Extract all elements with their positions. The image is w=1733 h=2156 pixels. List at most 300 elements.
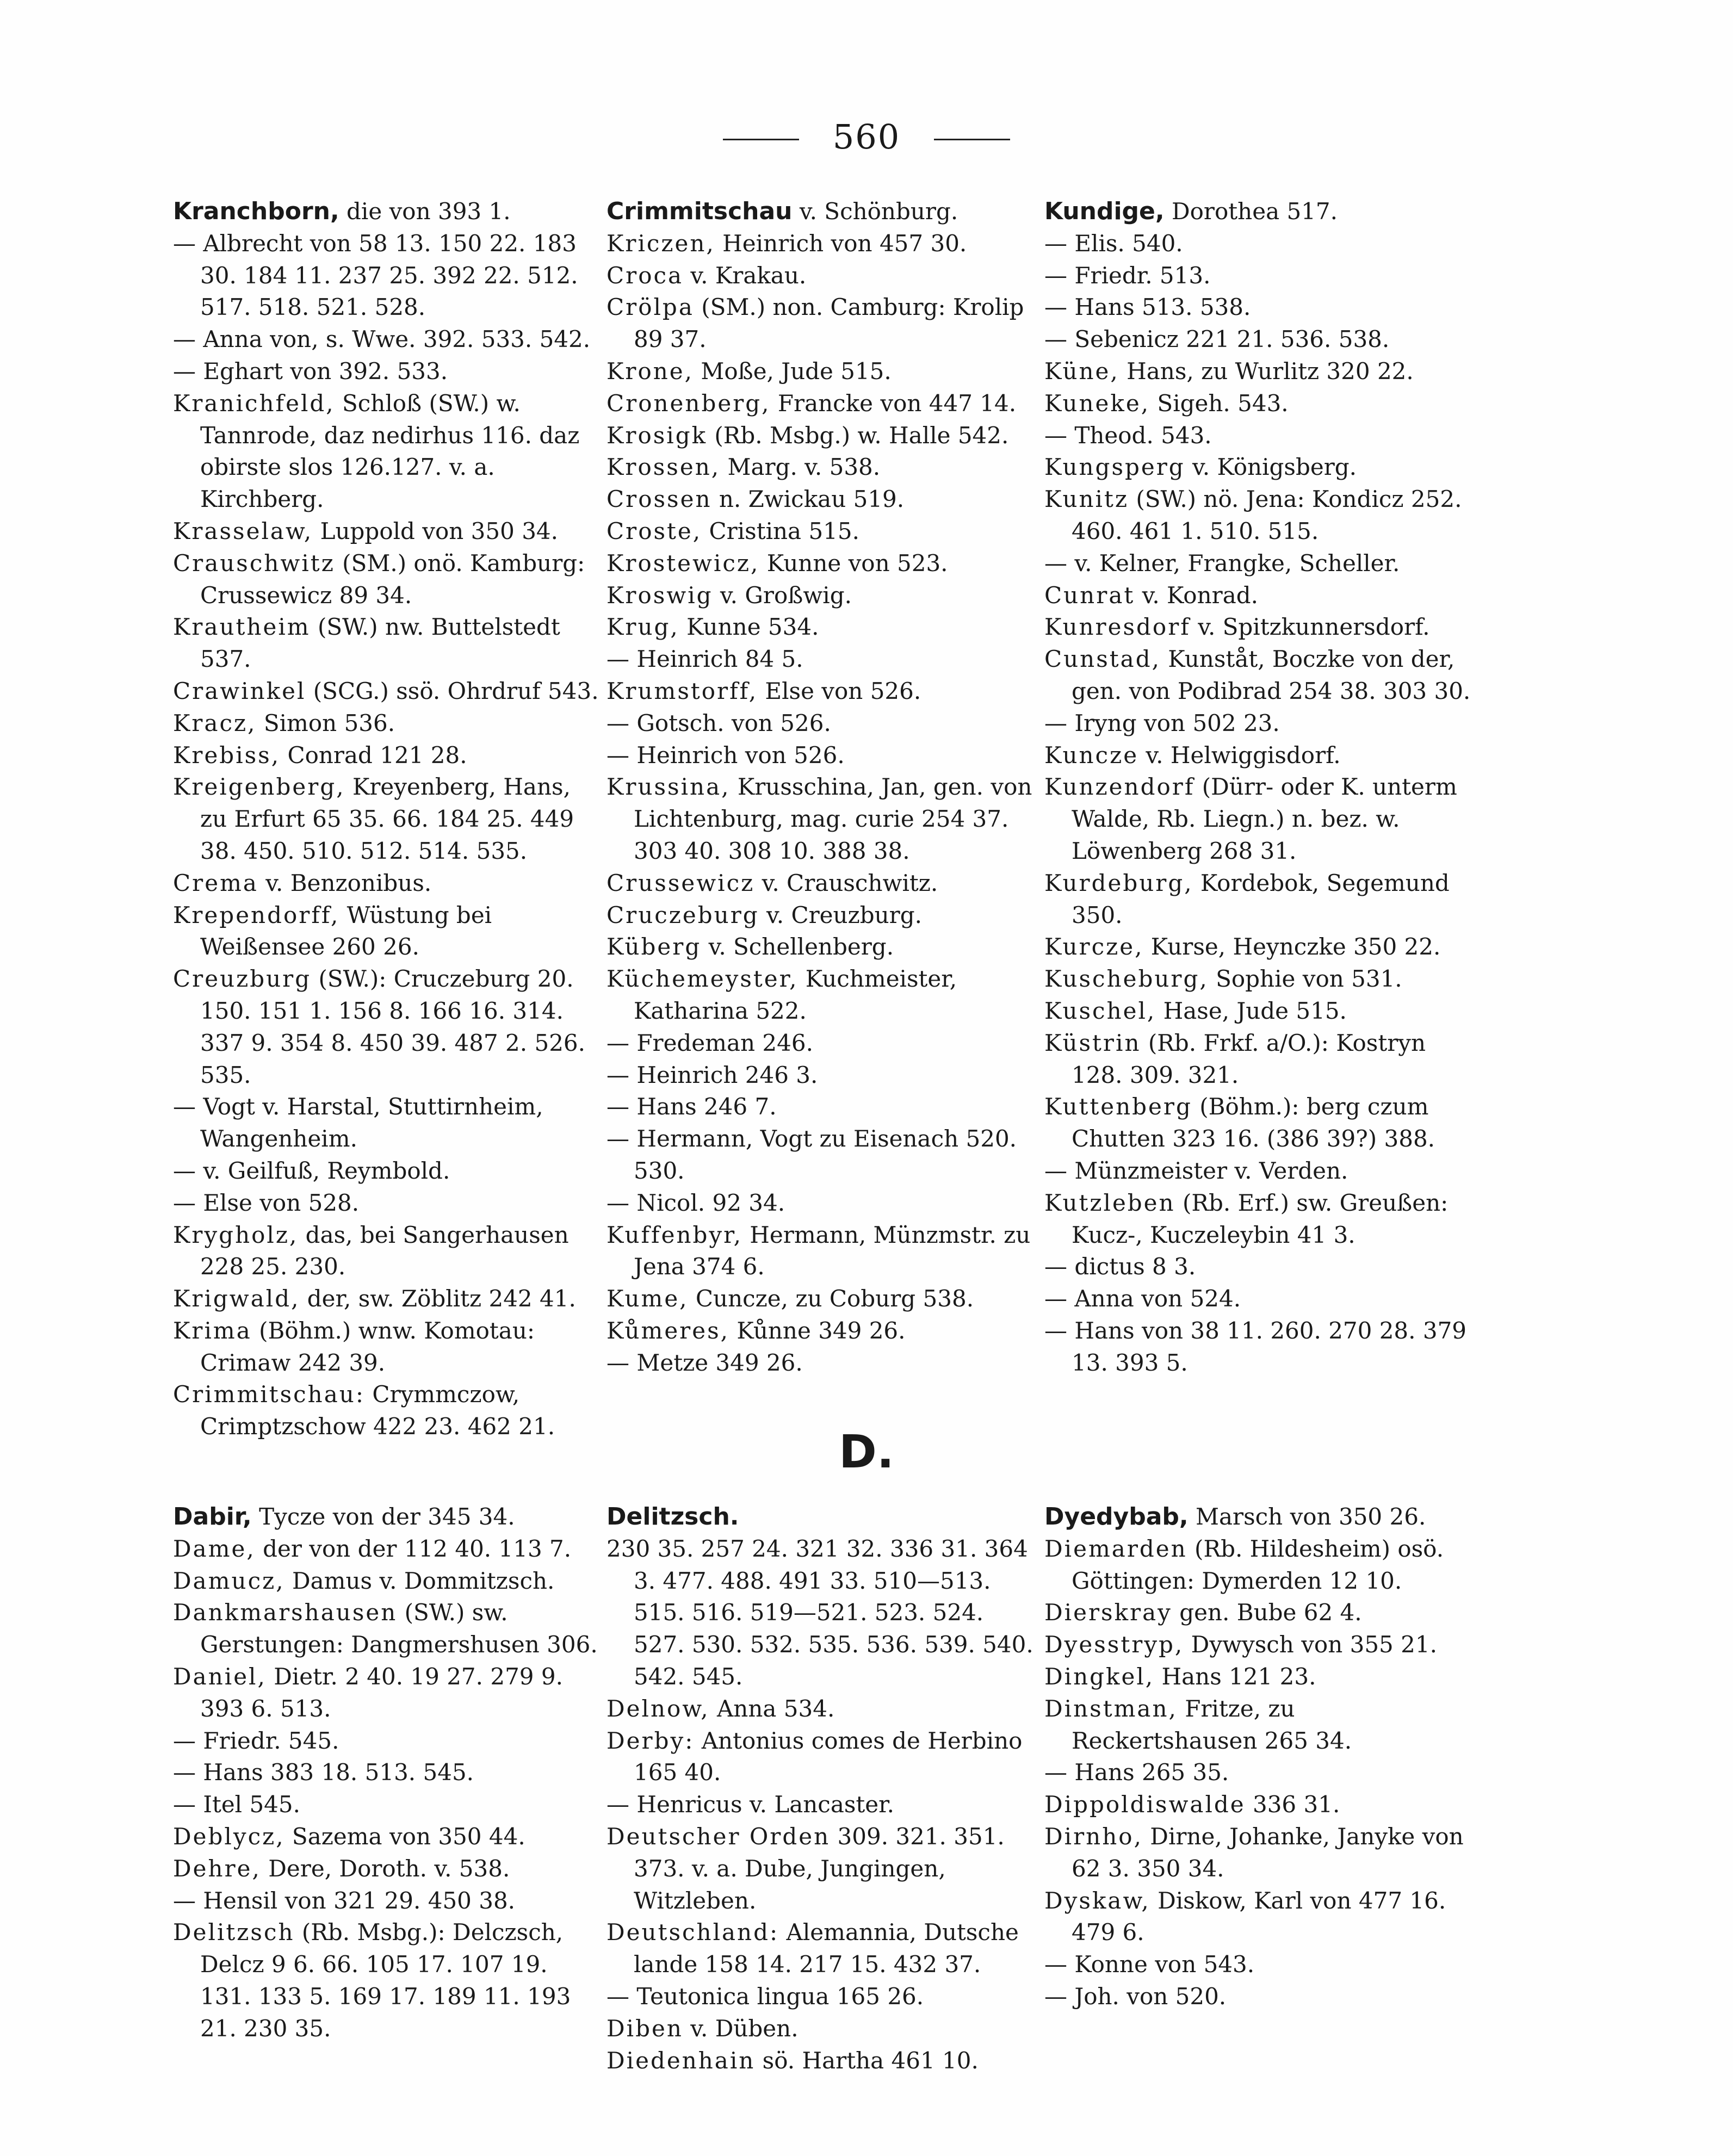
index-entry: [173, 1187, 603, 1219]
entry-headword: Delitzsch.: [606, 1503, 739, 1531]
index-entry: [1044, 1693, 1474, 1757]
entry-text: 309. 321. 351. 373. v. a. Dube, Jungingen, Witzleben.: [634, 1823, 1005, 1914]
entry-text: — Hans 383 18. 513. 545.: [173, 1759, 474, 1786]
index-entry: [1044, 1789, 1474, 1821]
entry-text: — dictus 8 3.: [1044, 1253, 1196, 1280]
entry-text: Dirne, Johanke, Janyke von 62 3. 350 34.: [1072, 1823, 1464, 1882]
entry-text: — Sebenicz 221 21. 536. 538.: [1044, 326, 1390, 353]
index-entry: [606, 260, 1036, 292]
entry-headword: Diben: [606, 2015, 683, 2042]
entry-text: Sazema von 350 44.: [284, 1823, 525, 1850]
index-entry: [1044, 1949, 1474, 1981]
index-entry: [606, 580, 1036, 612]
entry-text: — Eghart von 392. 533.: [173, 357, 448, 385]
entry-text: — Heinrich 246 3.: [606, 1061, 818, 1088]
entry-headword: Krigwald,: [173, 1285, 300, 1312]
entry-text: Alemannia, Dutsche lande 158 14. 217 15. 432 37.: [634, 1919, 1019, 1978]
entry-text: Heinrich von 457 30.: [715, 230, 967, 257]
index-entry: [606, 451, 1036, 484]
entry-headword: Kroswig: [606, 581, 713, 609]
entry-text: Kreyenberg, Hans, zu Erfurt 65 35. 66. 184 25. 449 38. 450. 510. 512. 514. 535.: [200, 773, 574, 864]
index-entry: [173, 676, 603, 708]
index-entry: [1044, 260, 1474, 292]
entry-text: Simon 536.: [256, 709, 395, 736]
index-column-2: [606, 196, 1036, 1379]
entry-text: v. Großwig.: [713, 581, 852, 609]
entry-headword: Kurcze,: [1044, 933, 1144, 961]
index-entry: [1044, 484, 1474, 548]
entry-text: (Rb. Msbg.) w. Halle 542.: [707, 422, 1009, 449]
index-entry: [173, 324, 603, 356]
entry-text: — Iryng von 502 23.: [1044, 709, 1280, 736]
index-column-4: [173, 1501, 603, 2045]
entry-headword: Kriczen,: [606, 230, 715, 257]
entry-headword: Dinstman,: [1044, 1695, 1178, 1722]
entry-headword: Krumstorff,: [606, 677, 758, 704]
entry-text: — Konne von 543.: [1044, 1951, 1255, 1978]
index-entry: [1044, 963, 1474, 995]
entry-headword: Crauschwitz: [173, 549, 335, 577]
entry-headword: Derby:: [606, 1727, 695, 1754]
entry-headword: Dehre,: [173, 1855, 261, 1882]
header-rule-right: [934, 139, 1010, 140]
page-number: 560: [832, 117, 901, 157]
index-entry: [606, 516, 1036, 548]
entry-text: (Rb. Frkf. a/O.): Kostryn 128. 309. 321.: [1072, 1029, 1426, 1088]
entry-text: — Heinrich von 526.: [606, 741, 845, 769]
entry-text: (SW.) sw. Gerstungen: Dangmershusen 306.: [200, 1599, 598, 1658]
entry-text: (SW.): Cruczeburg 20. 150. 151 1. 156 8. 166 16. 314. 337 9. 354 8. 450 39. 487 2. 526. 535.: [200, 965, 585, 1088]
index-entry: [173, 611, 603, 676]
index-entry: [606, 676, 1036, 708]
entry-text: das, bei Sangerhausen 228 25. 230.: [200, 1221, 569, 1280]
entry-text: (Rb. Hildesheim) osö. Göttingen: Dymerden 12 10.: [1072, 1535, 1444, 1594]
index-entry: [173, 900, 603, 964]
entry-text: v. Düben.: [683, 2015, 799, 2042]
index-entry: [1044, 931, 1474, 963]
entry-text: Hans, zu Wurlitz 320 22.: [1119, 357, 1414, 385]
index-entry: [173, 1565, 603, 1597]
index-entry: [1044, 420, 1474, 452]
entry-text: — Elis. 540.: [1044, 230, 1183, 257]
entry-headword: Küne,: [1044, 357, 1119, 385]
entry-headword: Dankmarshausen: [173, 1599, 398, 1626]
entry-text: — v. Geilfuß, Reymbold.: [173, 1157, 450, 1184]
index-entry: [606, 1533, 1036, 1693]
index-entry: [1044, 1821, 1474, 1885]
entry-text: Marg. v. 538.: [720, 454, 881, 481]
entry-text: Marsch von 350 26.: [1188, 1503, 1426, 1530]
entry-text: Tycze von der 345 34.: [251, 1503, 515, 1530]
entry-text: — Anna von, s. Wwe. 392. 533. 542.: [173, 326, 591, 353]
index-entry: [606, 1789, 1036, 1821]
entry-headword: Damucz,: [173, 1567, 285, 1594]
index-entry: [606, 388, 1036, 420]
index-entry: [1044, 580, 1474, 612]
entry-text: Damus v. Dommitzsch.: [284, 1567, 555, 1594]
index-entry: [173, 740, 603, 772]
index-column-6: [1044, 1501, 1474, 2013]
entry-text: Moße, Jude 515.: [694, 357, 892, 385]
header-rule-left: [723, 139, 799, 140]
entry-text: Wüstung bei Weißensee 260 26.: [200, 901, 492, 961]
entry-headword: Creuzburg: [173, 965, 312, 993]
index-entry: [606, 2045, 1036, 2077]
entry-headword: Krug,: [606, 614, 679, 641]
entry-headword: Cunrat: [1044, 581, 1135, 609]
entry-headword: Dame,: [173, 1535, 256, 1562]
index-entry: [1044, 388, 1474, 420]
index-entry: [606, 1725, 1036, 1789]
entry-text: Else von 526.: [758, 677, 921, 704]
entry-headword: Kungsperg: [1044, 454, 1185, 481]
index-entry: [606, 1283, 1036, 1315]
index-entry: [606, 292, 1036, 356]
entry-text: — Albrecht von 58 13. 150 22. 183 30. 184 11. 237 25. 392 22. 512. 517. 518. 521. 528.: [173, 230, 578, 321]
entry-headword: Croca: [606, 262, 684, 289]
index-entry: [606, 643, 1036, 676]
index-entry: [173, 516, 603, 548]
entry-headword: Kunitz: [1044, 486, 1129, 513]
entry-text: — Vogt v. Harstal, Stuttirnheim, Wangenheim.: [173, 1093, 543, 1153]
entry-text: der, sw. Zöblitz 242 41.: [300, 1285, 576, 1312]
entry-text: — Hans von 38 11. 260. 270 28. 379 13. 393 5.: [1044, 1317, 1467, 1376]
index-entry: [173, 1821, 603, 1853]
entry-headword: Deblycz,: [173, 1823, 285, 1850]
index-entry: [606, 1821, 1036, 1917]
index-entry: [1044, 1597, 1474, 1629]
entry-headword: Krasselaw,: [173, 517, 313, 544]
index-entry: [1044, 771, 1474, 867]
entry-headword: Crema: [173, 869, 258, 896]
index-entry: [606, 868, 1036, 900]
entry-headword: Kume,: [606, 1285, 689, 1312]
index-entry: [1044, 868, 1474, 932]
entry-headword: Cruczeburg: [606, 901, 759, 928]
entry-headword: Krima: [173, 1317, 252, 1344]
index-entry: [173, 1661, 603, 1725]
index-entry: [173, 1091, 603, 1155]
entry-headword: Kundige,: [1044, 197, 1165, 225]
entry-text: Kunne 534.: [679, 614, 819, 641]
entry-headword: Kracz,: [173, 709, 257, 736]
entry-text: Kurse, Heynczke 350 22.: [1143, 933, 1441, 961]
index-entry: [173, 548, 603, 612]
entry-headword: Crölpa: [606, 294, 694, 321]
index-entry: [606, 1027, 1036, 1060]
entry-text: Fritze, zu Reckertshausen 265 34.: [1072, 1695, 1352, 1754]
index-entry: [606, 611, 1036, 643]
entry-text: — Heinrich 84 5.: [606, 646, 803, 673]
entry-text: Sigeh. 543.: [1150, 389, 1289, 417]
entry-headword: Deutschland:: [606, 1919, 779, 1946]
entry-headword: Crawinkel: [173, 677, 306, 704]
entry-text: — Nicol. 92 34.: [606, 1189, 785, 1216]
index-entry: [173, 388, 603, 516]
index-entry: [173, 1501, 603, 1533]
entry-text: Kunståt, Boczke von der, gen. von Podibrad 254 38. 303 30.: [1072, 646, 1471, 704]
entry-headword: Kuffenbyr,: [606, 1221, 742, 1248]
entry-headword: Diedenhain: [606, 2047, 756, 2074]
index-entry: [173, 868, 603, 900]
index-entry: [173, 356, 603, 388]
entry-text: (SW.) nw. Buttelstedt 537.: [200, 614, 560, 673]
index-entry: [173, 1315, 603, 1379]
index-entry: [173, 228, 603, 324]
index-entry: [606, 420, 1036, 452]
index-entry: [606, 931, 1036, 963]
entry-text: Hase, Jude 515.: [1156, 997, 1347, 1024]
index-entry: [606, 196, 1036, 228]
entry-text: Francke von 447 14.: [770, 389, 1017, 417]
entry-text: — Else von 528.: [173, 1189, 360, 1216]
entry-text: 336 31.: [1245, 1791, 1340, 1818]
entry-text: v. Creuzburg.: [759, 901, 922, 928]
entry-text: — Henricus v. Lancaster.: [606, 1791, 894, 1818]
entry-text: — Metze 349 26.: [606, 1349, 803, 1376]
index-column-5: [606, 1501, 1036, 2077]
entry-text: der von der 112 40. 113 7.: [255, 1535, 572, 1562]
index-entry: [1044, 548, 1474, 580]
entry-text: v. Königsberg.: [1185, 454, 1357, 481]
entry-text: Dywysch von 355 21.: [1184, 1631, 1437, 1658]
index-entry: [606, 1187, 1036, 1219]
index-entry: [173, 963, 603, 1091]
index-entry: [1044, 611, 1474, 643]
entry-text: — Hermann, Vogt zu Eisenach 520. 530.: [606, 1125, 1017, 1184]
index-entry: [606, 740, 1036, 772]
entry-text: Anna 534.: [709, 1695, 835, 1722]
index-entry: [1044, 1283, 1474, 1315]
index-entry: [1044, 1885, 1474, 1949]
entry-headword: Dabir,: [173, 1503, 252, 1531]
entry-headword: Dippoldiswalde: [1044, 1791, 1246, 1818]
entry-headword: Krussina,: [606, 773, 731, 801]
section-heading: D.: [839, 1425, 894, 1478]
index-entry: [173, 771, 603, 867]
entry-text: Krusschina, Jan, gen. von Lichtenburg, mag. curie 254 37. 303 40. 308 10. 388 38.: [634, 773, 1032, 864]
index-entry: [1044, 1091, 1474, 1155]
entry-text: n. Zwickau 519.: [711, 486, 905, 513]
index-entry: [1044, 740, 1474, 772]
entry-text: (SM.) non. Camburg: Krolip 89 37.: [634, 294, 1024, 353]
index-entry: [606, 1917, 1036, 1981]
entry-text: — v. Kelner, Frangke, Scheller.: [1044, 549, 1400, 577]
entry-text: Schloß (SW.) w. Tannrode, daz nedirhus 116. daz obirste slos 126.127. v. a. Kirchberg.: [200, 389, 580, 513]
index-entry: [606, 228, 1036, 260]
index-entry: [173, 1789, 603, 1821]
index-entry: [1044, 643, 1474, 708]
entry-headword: Kutzleben: [1044, 1189, 1175, 1216]
index-entry: [606, 1501, 1036, 1533]
entry-text: 230 35. 257 24. 321 32. 336 31. 364 3. 477. 488. 491 33. 510—513. 515. 516. 519—521. 523. 524. 527. 530. 532. 535. 536. 539. 540. 542. 545.: [606, 1535, 1033, 1690]
entry-headword: Dyedybab,: [1044, 1503, 1189, 1531]
index-entry: [173, 1219, 603, 1284]
entry-headword: Krostewicz,: [606, 549, 760, 577]
entry-text: Kůnne 349 26.: [729, 1317, 906, 1344]
index-entry: [173, 196, 603, 228]
entry-text: (SCG.) ssö. Ohrdruf 543.: [306, 677, 599, 704]
entry-text: v. Crauschwitz.: [754, 869, 938, 896]
entry-text: Dere, Doroth. v. 538.: [261, 1855, 510, 1882]
entry-text: — Hans 265 35.: [1044, 1759, 1229, 1786]
index-entry: [606, 356, 1036, 388]
entry-headword: Crossen: [606, 486, 712, 513]
entry-headword: Dyesstryp,: [1044, 1631, 1184, 1658]
index-entry: [1044, 1187, 1474, 1252]
entry-text: v. Spitzkunnersdorf.: [1190, 614, 1430, 641]
entry-headword: Kurdeburg,: [1044, 869, 1193, 896]
index-entry: [606, 1123, 1036, 1187]
entry-text: Hermann, Münzmstr. zu Jena 374 6.: [634, 1221, 1031, 1280]
entry-text: Dorothea 517.: [1164, 198, 1338, 225]
entry-headword: Diemarden: [1044, 1535, 1187, 1562]
entry-text: die von 393 1.: [339, 198, 511, 225]
index-entry: [1044, 1501, 1474, 1533]
index-entry: [606, 548, 1036, 580]
index-entry: [173, 1283, 603, 1315]
entry-text: Crymmczow, Crimptzschow 422 23. 462 21.: [200, 1381, 555, 1440]
entry-text: — Friedr. 545.: [173, 1727, 339, 1754]
entry-text: v. Helwiggisdorf.: [1138, 741, 1341, 769]
entry-text: — Hensil von 321 29. 450 38.: [173, 1887, 516, 1914]
entry-headword: Kůmeres,: [606, 1317, 730, 1344]
entry-text: (SW.) nö. Jena: Kondicz 252. 460. 461 1. 510. 515.: [1072, 486, 1462, 544]
entry-headword: Crimmitschau:: [173, 1381, 365, 1408]
index-entry: [606, 2013, 1036, 2045]
index-entry: [1044, 1981, 1474, 2013]
entry-text: Cristina 515.: [702, 517, 859, 544]
entry-text: Kuchmeister, Katharina 522.: [634, 965, 957, 1024]
index-entry: [1044, 324, 1474, 356]
entry-headword: Croste,: [606, 517, 702, 544]
index-entry: [1044, 1027, 1474, 1092]
entry-headword: Kuscheburg,: [1044, 965, 1209, 993]
entry-text: Antonius comes de Herbino 165 40.: [634, 1727, 1023, 1786]
entry-text: — Friedr. 513.: [1044, 262, 1211, 289]
index-entry: [1044, 292, 1474, 324]
entry-text: Kunne von 523.: [759, 549, 948, 577]
entry-text: Luppold von 350 34.: [313, 517, 558, 544]
index-entry: [606, 708, 1036, 740]
entry-headword: Kunzendorf: [1044, 773, 1195, 801]
entry-headword: Küstrin: [1044, 1029, 1141, 1056]
entry-text: Dietr. 2 40. 19 27. 279 9. 393 6. 513.: [200, 1663, 563, 1722]
index-entry: [1044, 1251, 1474, 1283]
index-entry: [173, 708, 603, 740]
entry-text: — Münzmeister v. Verden.: [1044, 1157, 1348, 1184]
entry-text: (Rb. Msbg.): Delczsch, Delcz 9 6. 66. 105 17. 107 19. 131. 133 5. 169 17. 189 11. 193 21. 230 35.: [200, 1919, 571, 2042]
entry-headword: Cronenberg,: [606, 389, 771, 417]
entry-text: Kordebok, Segemund 350.: [1072, 869, 1450, 928]
index-entry: [606, 1091, 1036, 1123]
index-entry: [173, 1533, 603, 1565]
entry-text: — Gotsch. von 526.: [606, 709, 831, 736]
index-entry: [173, 1917, 603, 2045]
index-entry: [1044, 1757, 1474, 1789]
entry-text: Cuncze, zu Coburg 538.: [688, 1285, 974, 1312]
index-entry: [606, 1981, 1036, 2013]
index-entry: [1044, 1155, 1474, 1187]
entry-headword: Küchemeyster,: [606, 965, 799, 993]
index-column-3: [1044, 196, 1474, 1379]
index-entry: [606, 771, 1036, 867]
index-entry: [606, 900, 1036, 932]
entry-headword: Dingkel,: [1044, 1663, 1155, 1690]
index-entry: [1044, 228, 1474, 260]
entry-headword: Dirnho,: [1044, 1823, 1143, 1850]
entry-text: v. Schönburg.: [792, 198, 958, 225]
index-entry: [1044, 1629, 1474, 1661]
entry-text: — Anna von 524.: [1044, 1285, 1241, 1312]
entry-headword: Daniel,: [173, 1663, 267, 1690]
entry-headword: Küberg: [606, 933, 702, 961]
entry-text: — Itel 545.: [173, 1791, 300, 1818]
index-entry: [1044, 708, 1474, 740]
entry-headword: Kunresdorf: [1044, 614, 1191, 641]
index-entry: [173, 1853, 603, 1885]
index-entry: [173, 1155, 603, 1187]
entry-headword: Cunstad,: [1044, 646, 1161, 673]
entry-text: (Dürr- oder K. unterm Walde, Rb. Liegn.) n. bez. w. Löwenberg 268 31.: [1072, 773, 1457, 864]
entry-headword: Crimmitschau: [606, 197, 793, 225]
entry-headword: Kreigenberg,: [173, 773, 345, 801]
index-entry: [1044, 995, 1474, 1027]
index-entry: [606, 1060, 1036, 1092]
index-entry: [606, 484, 1036, 516]
index-entry: [606, 1347, 1036, 1379]
entry-headword: Kranchborn,: [173, 197, 339, 225]
index-entry: [1044, 1315, 1474, 1379]
entry-text: — Joh. von 520.: [1044, 1982, 1227, 2010]
entry-text: v. Krakau.: [683, 262, 807, 289]
entry-headword: Delnow,: [606, 1695, 710, 1722]
page-header: [0, 117, 1733, 157]
entry-text: Diskow, Karl von 477 16. 479 6.: [1072, 1887, 1446, 1946]
index-entry: [1044, 356, 1474, 388]
entry-text: (Rb. Erf.) sw. Greußen: Kucz-, Kuczeleybin 41 3.: [1072, 1189, 1449, 1248]
entry-text: v. Benzonibus.: [258, 869, 432, 896]
entry-headword: Kuttenberg: [1044, 1093, 1192, 1120]
entry-headword: Krosigk: [606, 422, 708, 449]
entry-text: gen. Bube 62 4.: [1172, 1599, 1362, 1626]
index-column-1: [173, 196, 603, 1443]
entry-text: (Böhm.) wnw. Komotau: Crimaw 242 39.: [200, 1317, 535, 1376]
entry-headword: Delitzsch: [173, 1919, 295, 1946]
index-entry: [173, 1597, 603, 1661]
index-entry: [1044, 1661, 1474, 1693]
entry-text: — Hans 246 7.: [606, 1093, 777, 1120]
entry-text: — Hans 513. 538.: [1044, 294, 1251, 321]
index-entry: [173, 1757, 603, 1789]
entry-text: Sophie von 531.: [1208, 965, 1402, 993]
entry-headword: Krependorff,: [173, 901, 340, 928]
entry-headword: Kranichfeld,: [173, 389, 335, 417]
entry-headword: Krone,: [606, 357, 694, 385]
entry-text: — Theod. 543.: [1044, 422, 1212, 449]
index-entry: [606, 1219, 1036, 1284]
entry-headword: Krautheim: [173, 614, 311, 641]
entry-text: Conrad 121 28.: [280, 741, 467, 769]
entry-headword: Dyskaw,: [1044, 1887, 1150, 1914]
entry-text: v. Konrad.: [1135, 581, 1258, 609]
index-entry: [173, 1885, 603, 1917]
entry-headword: Crussewicz: [606, 869, 755, 896]
entry-text: (SM.) onö. Kamburg: Crussewicz 89 34.: [200, 549, 585, 609]
index-entry: [1044, 451, 1474, 484]
entry-headword: Krossen,: [606, 454, 721, 481]
index-entry: [606, 963, 1036, 1027]
